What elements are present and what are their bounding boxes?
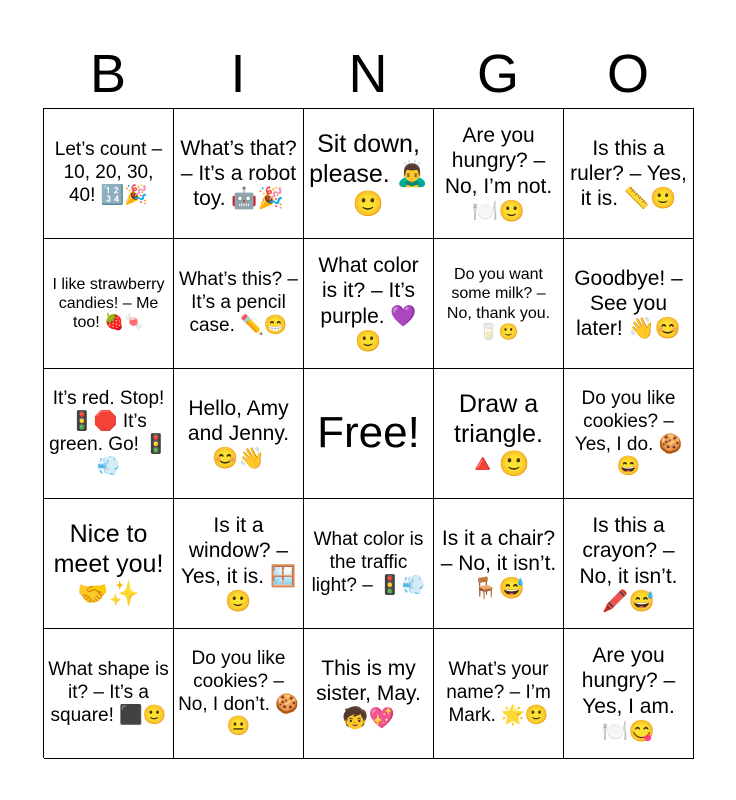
bingo-header xyxy=(43,40,693,108)
bingo-cell-text: Do you like cookies? – No, I don’t. 🍪😐 xyxy=(178,647,299,738)
bingo-cell[interactable] xyxy=(44,629,174,759)
bingo-cell[interactable] xyxy=(564,109,694,239)
bingo-cell[interactable] xyxy=(304,109,434,239)
bingo-cell-text: Are you hungry? – No, I’m not. 🍽️🙂 xyxy=(444,124,553,223)
bingo-cell[interactable] xyxy=(434,369,564,499)
bingo-cell[interactable] xyxy=(434,239,564,369)
bingo-cell[interactable] xyxy=(564,499,694,629)
bingo-cell-text: Do you like cookies? – Yes, I do. 🍪😄 xyxy=(574,387,683,478)
bingo-cell-text: What shape is it? – It’s a square! ⬛🙂 xyxy=(48,659,169,726)
header-letter-o: O xyxy=(606,44,649,104)
header-letter-g: G xyxy=(476,44,519,104)
free-space-cell[interactable] xyxy=(304,369,434,499)
bingo-cell[interactable] xyxy=(174,499,304,629)
bingo-cell[interactable] xyxy=(564,239,694,369)
bingo-cell[interactable] xyxy=(304,629,434,759)
header-letter-n: N xyxy=(348,44,388,104)
bingo-cell-text: What color is the traffic light? – 🚦💨 xyxy=(311,529,426,596)
bingo-cell[interactable] xyxy=(44,369,174,499)
bingo-cell[interactable] xyxy=(44,109,174,239)
bingo-cell[interactable] xyxy=(174,629,304,759)
bingo-cell-text: Do you want some milk? – No, thank you. 🥛🙂 xyxy=(446,266,551,341)
bingo-cell[interactable] xyxy=(44,499,174,629)
bingo-cell-text: Draw a triangle. 🔺🙂 xyxy=(454,389,543,478)
bingo-cell-text: Are you hungry? – Yes, I am. 🍽️😋 xyxy=(581,644,676,743)
bingo-cell-text: Let’s count – 10, 20, 30, 40! 🔢🎉 xyxy=(54,139,163,206)
bingo-cell-text: I like strawberry candies! – Me too! 🍓🍬 xyxy=(52,275,165,332)
bingo-cell[interactable] xyxy=(564,629,694,759)
bingo-cell-text: What color is it? – It’s purple. 💜🙂 xyxy=(318,254,419,353)
bingo-cell-text: What’s your name? – I’m Mark. 🌟🙂 xyxy=(446,659,551,726)
bingo-cell[interactable] xyxy=(174,239,304,369)
bingo-grid xyxy=(43,108,694,758)
bingo-cell-text: It’s red. Stop! 🚦🛑 It’s green. Go! 🚦💨 xyxy=(49,387,168,478)
header-letter-i: I xyxy=(230,44,246,104)
bingo-cell-text: Is this a crayon? – No, it isn’t. 🖍️😅 xyxy=(579,514,678,613)
bingo-cell[interactable] xyxy=(564,369,694,499)
bingo-cell[interactable] xyxy=(434,109,564,239)
header-letter-b: B xyxy=(89,44,127,104)
bingo-cell-text: What’s this? – It’s a pencil case. ✏️😁 xyxy=(179,269,298,336)
bingo-cell-text: Goodbye! – See you later! 👋😊 xyxy=(574,266,683,341)
bingo-cell[interactable] xyxy=(434,499,564,629)
bingo-cell[interactable] xyxy=(434,629,564,759)
bingo-cell-text: What’s that? – It’s a robot toy. 🤖🎉 xyxy=(180,136,297,211)
bingo-cell-text: Is it a window? – Yes, it is. 🪟🙂 xyxy=(180,514,297,613)
bingo-cell-text: Is it a chair? – No, it isn’t. 🪑😅 xyxy=(440,526,557,601)
bingo-cell[interactable] xyxy=(304,239,434,369)
bingo-cell[interactable] xyxy=(174,369,304,499)
bingo-cell-text: Nice to meet you! 🤝✨ xyxy=(53,519,164,608)
bingo-cell-text: Hello, Amy and Jenny. 😊👋 xyxy=(187,396,290,471)
free-space-label: Free! xyxy=(317,408,420,458)
bingo-cell[interactable] xyxy=(174,109,304,239)
bingo-cell-text: Is this a ruler? – Yes, it is. 📏🙂 xyxy=(570,136,687,211)
bingo-cell[interactable] xyxy=(304,499,434,629)
bingo-cell[interactable] xyxy=(44,239,174,369)
bingo-cell-text: This is my sister, May. 🧒💖 xyxy=(316,656,421,731)
bingo-cell-text: Sit down, please. 🙇‍♂️🙂 xyxy=(309,129,428,218)
